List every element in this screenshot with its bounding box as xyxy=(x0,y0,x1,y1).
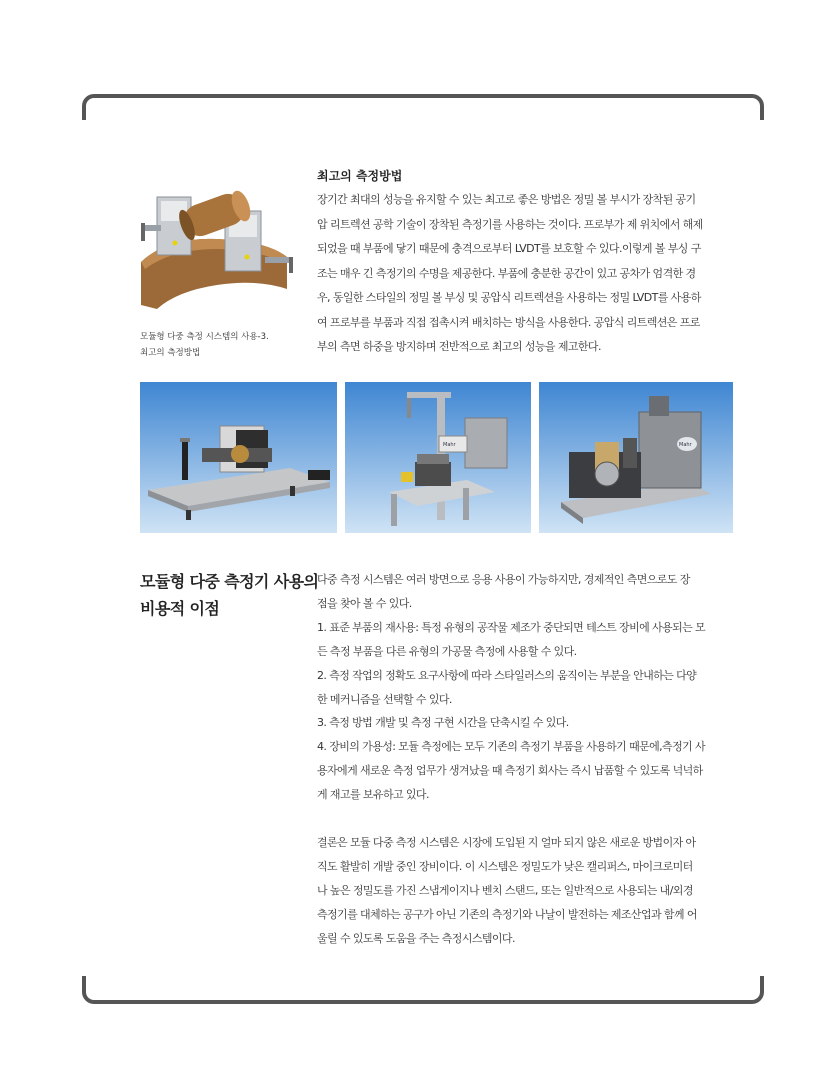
heading-line: 비용적 이점 xyxy=(140,599,220,618)
paragraph-line: 부의 측면 하중을 방지하며 전반적으로 최고의 성능을 제고한다. xyxy=(317,340,601,353)
caption-line: 모듈형 다중 측정 시스템의 사용-3. xyxy=(140,332,269,342)
list-item-line: 게 재고를 보유하고 있다. xyxy=(317,788,429,802)
paragraph-line: 나 높은 정밀도를 가진 스냅게이지나 벤치 스탠드, 또는 일반적으로 사용되는 내/외경 xyxy=(317,883,693,897)
logo-text: Mahr xyxy=(679,442,692,448)
section-heading-best-method: 최고의 측정방법 xyxy=(317,169,403,183)
caption-line: 최고의 측정방법 xyxy=(140,348,201,358)
photo-bench-gauge xyxy=(140,382,337,533)
list-item-line: 용자에게 새로운 측정 업무가 생겨났을 때 측정기 회사는 즉시 납품할 수 있도록 넉넉하 xyxy=(317,764,703,778)
paragraph-line: 장기간 최대의 성능을 유지할 수 있는 최고로 좋은 방법은 정밀 볼 부시가 장착된 공기 xyxy=(317,193,696,206)
list-item-line: 한 메커니즘을 선택할 수 있다. xyxy=(317,692,452,706)
paragraph-line: 우, 동일한 스타일의 정밀 볼 부싱 및 공압식 리트렉션을 사용하는 정밀 LVDT를 사용하 xyxy=(317,291,701,304)
paragraph-line: 여 프로부를 부품과 직접 접촉시켜 배치하는 방식을 사용한다. 공압식 리트렉션은 프로 xyxy=(317,315,700,329)
section-body-best-method xyxy=(317,188,735,360)
photo-gauging-station xyxy=(345,382,531,533)
paragraph-line: 점을 찾아 볼 수 있다. xyxy=(317,596,412,610)
figure-caption xyxy=(140,329,269,361)
blank-line xyxy=(317,807,735,831)
paragraph-line: 다중 측정 시스템은 여러 방면으로 응용 사용이 가능하지만, 경제적인 측면으로도 장 xyxy=(317,573,690,586)
paragraph-line: 결론은 모듈 다중 측정 시스템은 시장에 도입된 지 얼마 되지 않은 새로운 방법이자 아 xyxy=(317,835,696,849)
heading-line: 모듈형 다중 측정기 사용의 xyxy=(140,572,319,591)
frame-bottom-border xyxy=(82,976,764,1004)
list-item-line: 3. 측정 방법 개발 및 측정 구현 시간을 단축시킬 수 있다. xyxy=(317,716,569,730)
paragraph-line: 측정기를 대체하는 공구가 아닌 기존의 측정기와 나날이 발전하는 제조산업과 함께 어 xyxy=(317,907,697,921)
gauge-fixture-illustration xyxy=(137,177,305,317)
photo-measuring-machine xyxy=(539,382,733,533)
paragraph-line: 직도 활발히 개발 중인 장비이다. 이 시스템은 정밀도가 낮은 캘리퍼스, 마이크로미터 xyxy=(317,859,693,873)
list-item-line: 4. 장비의 가용성: 모듈 측정에는 모두 기존의 측정기 부품을 사용하기 때문에,측정기 사 xyxy=(317,740,706,754)
list-item-line: 든 측정 부품을 다른 유형의 가공물 측정에 사용할 수 있다. xyxy=(317,644,577,658)
paragraph-line: 압 리트렉션 공학 기술이 장착된 측정기를 사용하는 것이다. 프로부가 제 위치에서 해제 xyxy=(317,217,703,231)
paragraph-line: 울릴 수 있도록 도움을 주는 측정시스템이다. xyxy=(317,931,515,945)
frame-top-border xyxy=(82,94,764,120)
paragraph-line: 조는 매우 긴 측정기의 수명을 제공한다. 부품에 충분한 공간이 있고 공차가 엄격한 경 xyxy=(317,266,696,280)
logo-text: Mahr xyxy=(443,442,456,448)
list-item-line: 2. 측정 작업의 정확도 요구사항에 따라 스타일러스의 움직이는 부분을 안내하는 다양 xyxy=(317,668,697,682)
list-item-line: 1. 표준 부품의 재사용: 특정 유형의 공작물 제조가 중단되면 테스트 장비에 사용되는 모 xyxy=(317,620,706,634)
section-body-cost-benefit xyxy=(317,568,735,950)
section-heading-cost-benefit xyxy=(140,568,318,622)
paragraph-line: 되었을 때 부품에 닿기 때문에 충격으로부터 LVDT를 보호할 수 있다.이렇게 볼 부싱 구 xyxy=(317,242,701,255)
